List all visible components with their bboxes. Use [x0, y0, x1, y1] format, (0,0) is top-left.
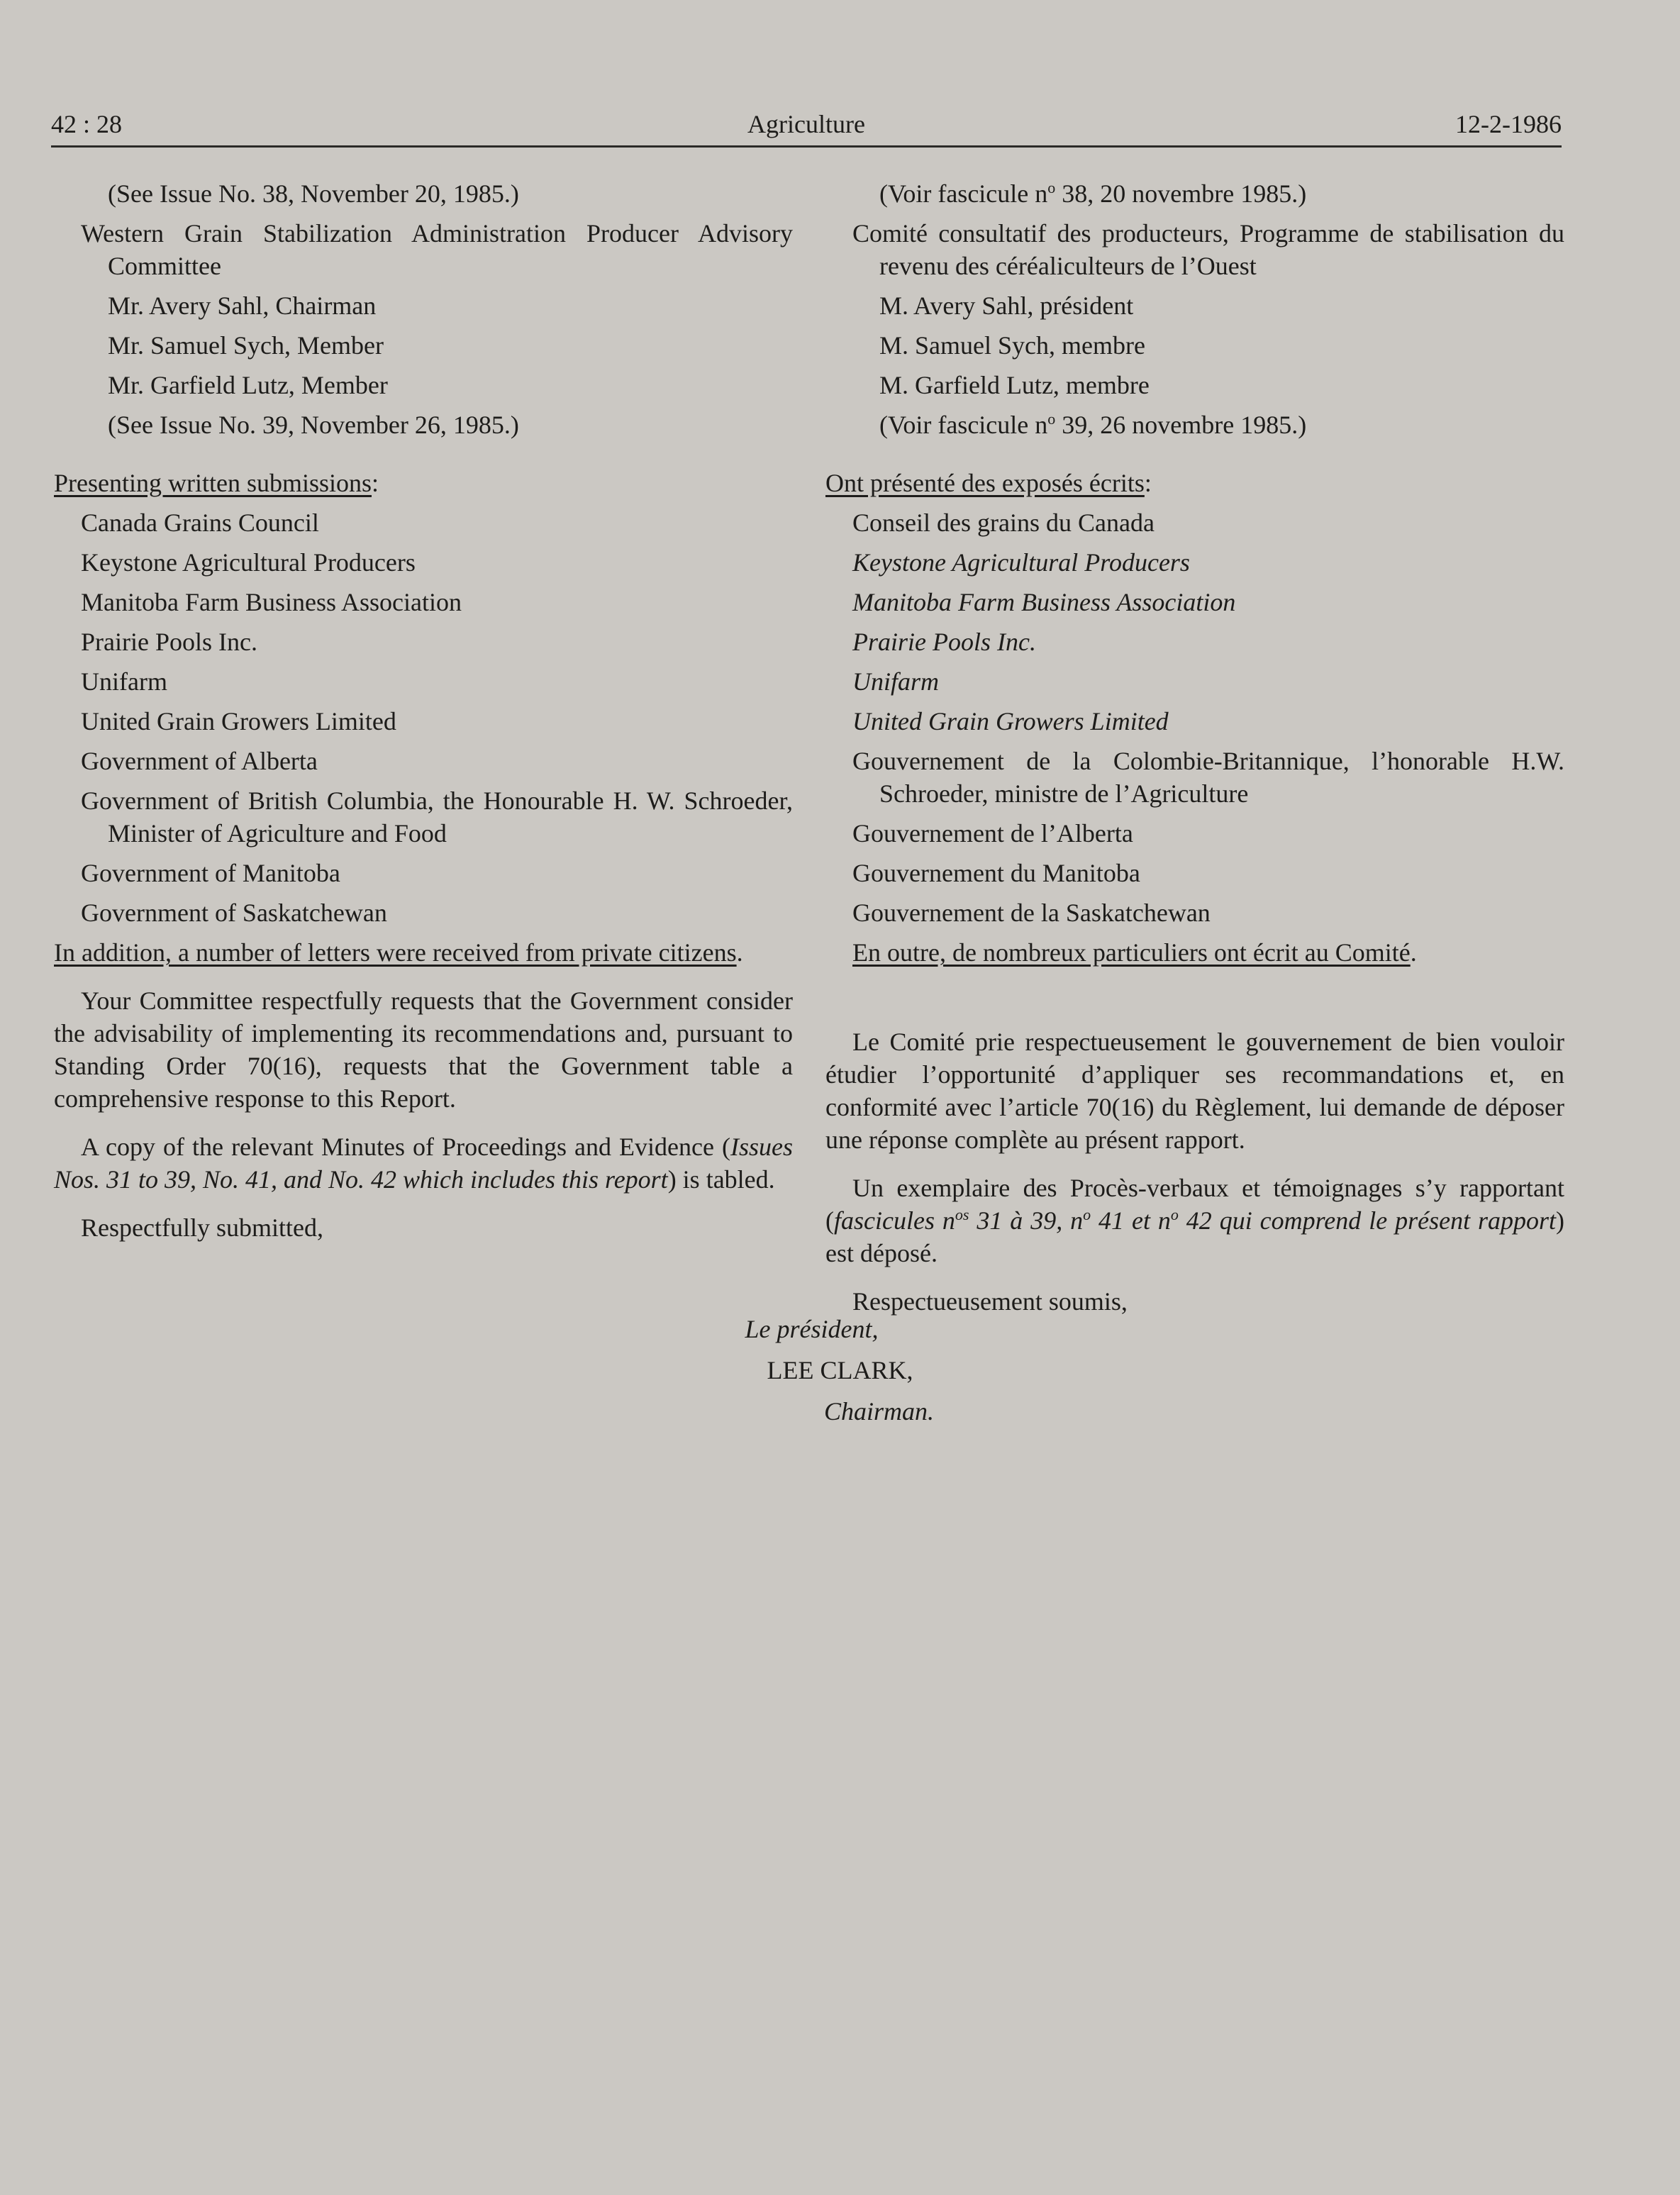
header-date: 12-2-1986 — [1455, 110, 1562, 138]
voir-fascicule-39: (Voir fascicule $n^o$ 39, 26 novembre 1985.) — [879, 410, 1307, 439]
submission-5: Unifarm — [81, 667, 167, 696]
exemplaire-paragraph: Un exemplaire des Procès-verbaux et témoignages s’y rapportant (fascicules $n^{os}$ 31 à 39, $n^o$ 41 et $n^o$ 42 qui comprend le présent rapport) est déposé. — [825, 1174, 1565, 1267]
voir-fascicule-38: (Voir fascicule $n^o$ 38, 20 novembre 1985.) — [879, 179, 1307, 208]
comite-name: Comité consultatif des producteurs, Programme de stabilisation du revenu des céréaliculteurs de l’Ouest — [852, 219, 1564, 280]
committee-name: Western Grain Stabilization Administration Producer Advisory Committee — [81, 219, 793, 280]
closing: Respectfully submitted, — [81, 1213, 323, 1242]
submission-3: Manitoba Farm Business Association — [81, 588, 462, 616]
expose-8: Gouvernement de l’Alberta — [852, 819, 1133, 848]
see-issue-38: (See Issue No. 38, November 20, 1985.) — [108, 179, 519, 208]
submission-7: Government of Alberta — [81, 747, 318, 775]
demande-paragraph: Le Comité prie respectueusement le gouvernement de bien vouloir étudier l’opportunité d’appliquer ses recommandations et, en conformité avec l’article 70(16) du Règlement, lui demande de déposer une réponse complète au présent rapport. — [825, 1028, 1564, 1154]
expose-5: Unifarm — [852, 667, 940, 696]
expose-7: Gouvernement de la Colombie-Britannique, l’honorable H.W. Schroeder, ministre de l’Agriculture — [852, 747, 1564, 808]
submission-4: Prairie Pools Inc. — [81, 628, 257, 656]
expose-3: Manitoba Farm Business Association — [852, 588, 1236, 616]
page-number: 42 : 28 — [51, 110, 123, 138]
signature-title-en: Chairman. — [823, 1397, 935, 1426]
closing-fr: Respectueusement soumis, — [852, 1287, 1128, 1316]
expose-10: Gouvernement de la Saskatchewan — [852, 899, 1211, 927]
expose-1: Conseil des grains du Canada — [852, 509, 1155, 537]
lettres-note: En outre, de nombreux particuliers ont écrit au Comité. — [852, 938, 1417, 967]
signature-title-fr: Le président, — [745, 1315, 879, 1343]
header-rule — [51, 145, 1562, 148]
submission-2: Keystone Agricultural Producers — [81, 548, 416, 577]
member-2: Mr. Samuel Sych, Member — [108, 331, 384, 360]
letters-note: In addition, a number of letters were received from private citizens. — [54, 938, 743, 967]
membre-3: M. Garfield Lutz, membre — [879, 371, 1150, 399]
membre-1: M. Avery Sahl, président — [879, 291, 1134, 320]
signature-name: LEE CLARK, — [767, 1356, 913, 1384]
member-3: Mr. Garfield Lutz, Member — [108, 371, 388, 399]
english-column — [54, 177, 793, 1244]
submission-6: United Grain Growers Limited — [81, 707, 396, 735]
running-title: Agriculture — [747, 110, 865, 138]
submission-9: Government of Manitoba — [81, 859, 340, 887]
submission-1: Canada Grains Council — [81, 509, 319, 537]
expose-4: Prairie Pools Inc. — [852, 628, 1036, 656]
see-issue-39: (See Issue No. 39, November 26, 1985.) — [108, 411, 519, 439]
expose-6: United Grain Growers Limited — [852, 707, 1169, 735]
submission-10: Government of Saskatchewan — [81, 899, 387, 927]
membre-2: M. Samuel Sych, membre — [879, 331, 1145, 360]
member-1: Mr. Avery Sahl, Chairman — [108, 291, 377, 320]
copy-paragraph: A copy of the relevant Minutes of Proceedings and Evidence (Issues Nos. 31 to 39, No. 41, and No. 42 which includes this report) is tabled. — [54, 1133, 793, 1194]
expose-2: Keystone Agricultural Producers — [852, 548, 1190, 577]
french-column — [825, 177, 1564, 1318]
page-header — [51, 105, 1562, 145]
expose-9: Gouvernement du Manitoba — [852, 859, 1140, 887]
request-paragraph: Your Committee respectfully requests that the Government consider the advisability of implementing its recommendations and, pursuant to Standing Order 70(16), requests that the Government table a comprehensive response to this Report. — [54, 987, 793, 1113]
exposes-heading: Ont présenté des exposés écrits: — [825, 469, 1152, 497]
submissions-heading: Presenting written submissions: — [54, 469, 379, 497]
signature-block — [0, 1308, 1680, 1432]
submission-8: Government of British Columbia, the Honourable H. W. Schroeder, Minister of Agriculture and Food — [81, 787, 793, 848]
